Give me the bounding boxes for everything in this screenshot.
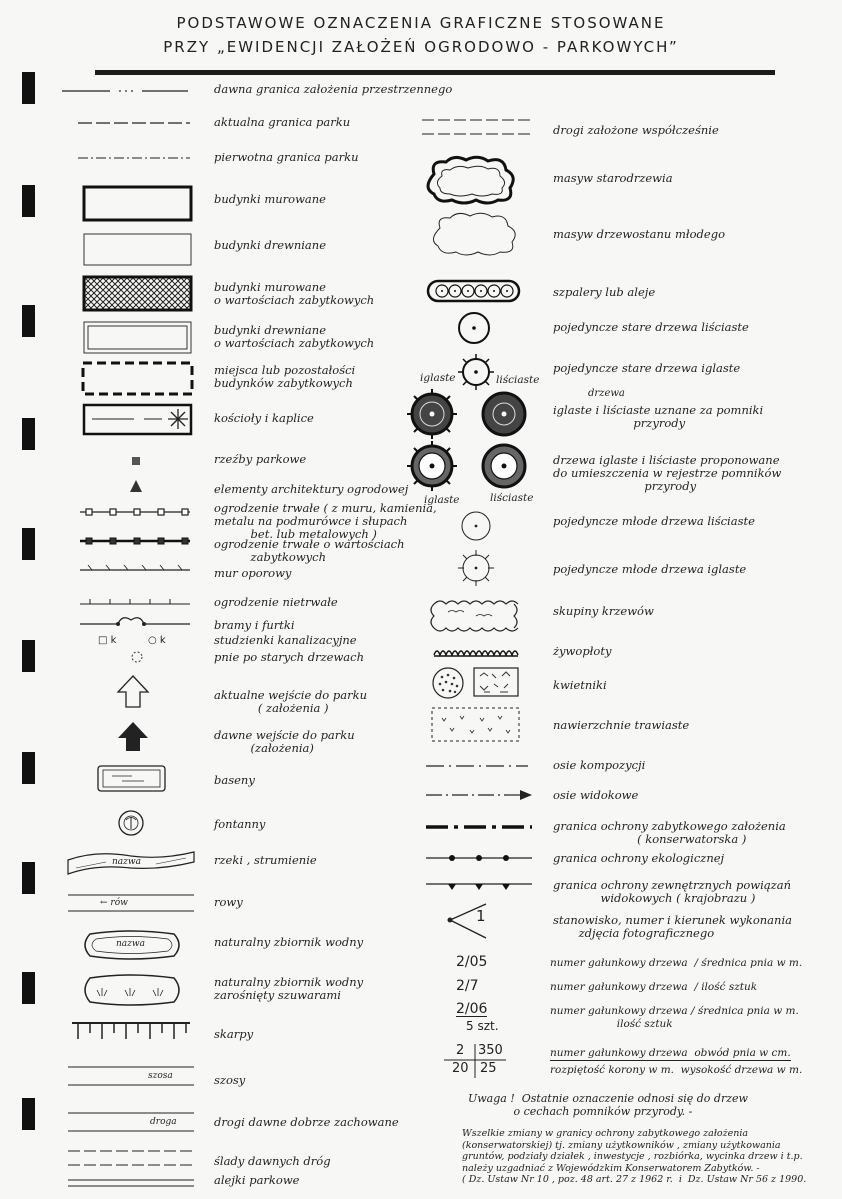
historic-permanent-fence-symbol [78, 535, 194, 547]
legend-label: osie widokowe [553, 788, 639, 802]
old-road-label: droga [150, 1117, 177, 1127]
historic-brick-building-symbol [82, 275, 194, 313]
landscape-boundary-symbol [424, 880, 534, 892]
old-road-trace-symbol [66, 1148, 196, 1168]
legend-label: naturalny zbiornik wodny [214, 935, 364, 949]
binder-hole [22, 418, 35, 450]
park-path-symbol [66, 1178, 196, 1188]
tree-number-example-2: 2/7 [456, 978, 479, 994]
legend-label: granica ochrony zewnętrznych powiązań widokowych ( krajobrazu ) [553, 878, 791, 905]
legend-label: żywopłoty [553, 644, 612, 658]
legend-label: aktualne wejście do parku ( założenia ) [214, 688, 367, 715]
embankment-symbol [70, 1020, 194, 1042]
legend-label: dawne wejście do parku (założenia) [214, 728, 355, 755]
manhole-label-2: ○ k [148, 635, 166, 646]
original-park-boundary-symbol [76, 153, 192, 163]
legend-label: nawierzchnie trawiaste [553, 718, 690, 732]
young-tree-mass-symbol [426, 210, 522, 258]
ditch-label: ← rów [100, 898, 128, 908]
highway-symbol [66, 1064, 196, 1088]
legend-label: aktualna granica parku [214, 115, 351, 129]
hedge-symbol [432, 645, 520, 659]
brick-building-symbol [82, 185, 194, 223]
binder-hole [22, 972, 35, 1004]
page-title-line-1: PODSTAWOWE OZNACZENIA GRAFICZNE STOSOWANE [176, 14, 666, 32]
highway-label: szosa [148, 1071, 173, 1081]
old-conifer-tree-symbol [456, 352, 496, 392]
page-title-line-2: PRZY „EWIDENCJI ZAŁOŻEŃ OGRODOWO - PARKOWYCH” [163, 38, 679, 56]
legend-label: pojedyncze stare drzewa iglaste [553, 361, 741, 375]
legend-label: naturalny zbiornik wodny zarośnięty szuwarami [214, 975, 364, 1002]
legend-label: mur oporowy [214, 566, 292, 580]
deciduous-bottom-label: liściaste [490, 492, 534, 504]
legend-label: kościoły i kaplice [214, 411, 314, 425]
conifer-bottom-label: iglaste [424, 494, 460, 506]
pond-name-label: nazwa [116, 939, 145, 949]
legend-label: drzewa iglaste i liściaste proponowane do umieszczenia w rejestrze pomników przyrody [553, 453, 782, 493]
flowerbed-symbol-1 [430, 666, 466, 700]
legend-label: drzewa [588, 388, 625, 399]
legend-label: fontanny [214, 817, 266, 831]
gates-symbol [78, 612, 194, 630]
legend-label: pojedyncze młode drzewa iglaste [553, 562, 747, 576]
legend-label: baseny [214, 773, 255, 787]
shrub-group-symbol [430, 598, 520, 632]
proposed-monument-conifer-symbol [406, 440, 458, 492]
flowerbed-symbol-2 [472, 666, 520, 698]
tree-number-example-4c: 20 [452, 1061, 469, 1076]
legend-label: szpalery lub aleje [553, 285, 656, 299]
legend-label: rzeźby parkowe [214, 452, 307, 466]
legend-label: rowy [214, 895, 243, 909]
monument-deciduous-tree-symbol [480, 390, 528, 438]
legend-label: kwietniki [553, 678, 607, 692]
legend-label: budynki murowane o wartościach zabytkowych [214, 280, 375, 307]
lawn-symbol [430, 706, 522, 744]
binder-hole [22, 72, 35, 104]
tree-number-example-4d: 25 [480, 1061, 497, 1076]
church-chapel-symbol [82, 403, 194, 437]
historic-building-remains-symbol [80, 360, 196, 398]
legend-label: masyw drzewostanu młodego [553, 227, 726, 241]
binder-hole [22, 1098, 35, 1130]
binder-hole [22, 528, 35, 560]
legend-label: budynki murowane [214, 192, 326, 206]
former-boundary-symbol [60, 85, 190, 97]
monument-conifer-tree-symbol [406, 388, 458, 440]
manhole-label-1: □ k [98, 635, 117, 646]
fountain-symbol [116, 808, 146, 838]
old-deciduous-tree-symbol [456, 310, 492, 346]
legend-label: osie kompozycji [553, 758, 646, 772]
conservation-boundary-symbol [424, 822, 534, 832]
legend-label: pojedyncze młode drzewa liściaste [553, 514, 755, 528]
legend-label: iglaste i liściaste uznane za pomniki przyrody [553, 403, 764, 430]
legend-label: elementy architektury ogrodowej [214, 482, 409, 496]
legend-label: masyw starodrzewia [553, 171, 673, 185]
temporary-fence-symbol [78, 596, 194, 608]
young-deciduous-tree-symbol [460, 510, 492, 542]
legend-label: alejki parkowe [214, 1173, 300, 1187]
permanent-fence-symbol [78, 506, 194, 518]
pool-symbol [96, 764, 168, 794]
title-rule [95, 70, 775, 75]
tree-number-example-3b: 5 szt. [466, 1019, 499, 1033]
tree-number-example-3a: 2/06 [456, 1001, 488, 1017]
legend-label: ogrodzenie nietrwałe [214, 595, 338, 609]
sculpture-symbol [130, 455, 142, 467]
legend-label: ślady dawnych dróg [214, 1154, 331, 1168]
binder-hole [22, 752, 35, 784]
ditch-symbol [66, 892, 196, 914]
current-entrance-icon [116, 674, 150, 710]
view-axis-symbol [424, 789, 534, 801]
legend-label: rzeki , strumienie [214, 853, 317, 867]
legend-label: skupiny krzewów [553, 604, 654, 618]
legend-label: bramy i furtki [214, 618, 295, 632]
legend-label: skarpy [214, 1027, 254, 1041]
tree-number-example-4a: 2 [456, 1043, 465, 1058]
footer-note: Wszelkie zmiany w granicy ochrony zabytkowego założenia (konserwatorskiej) tj. zmiany użytkowników , zmiany użytkowania gruntów, podziały działek , inwestycje , rozbiórka, wycinka drzew i t.p. należy uzgadniać z Wojewódzkim Konserwatorem Zabytków. - ( Dz. Ustaw Nr 10 , poz. 48 art. 27 z 1962 r. i Dz. Ustaw Nr 56 z 1990. [462, 1128, 807, 1186]
legend-label: granica ochrony ekologicznej [553, 851, 725, 865]
deciduous-top-label: liściaste [496, 374, 540, 386]
binder-hole [22, 862, 35, 894]
reed-pond-symbol [80, 972, 184, 1008]
legend-label: pojedyncze stare drzewa liściaste [553, 320, 749, 334]
tree-stump-symbol [130, 650, 144, 664]
tree-number-example-4b: 350 [478, 1043, 503, 1058]
composition-axis-symbol [424, 762, 530, 770]
modern-roads-symbol [420, 116, 532, 138]
retaining-wall-symbol [78, 562, 194, 574]
photo-number-label: 1 [476, 907, 486, 925]
proposed-monument-deciduous-symbol [480, 442, 528, 490]
binder-hole [22, 185, 35, 217]
legend-label: budynki drewniane o wartościach zabytkowych [214, 323, 375, 350]
legend-label: dawna granica założenia przestrzennego [214, 82, 453, 96]
legend-label: drogi dawne dobrze zachowane [214, 1115, 399, 1129]
legend-label: numer gałunkowy drzewa / ilość sztuk [550, 981, 758, 993]
current-park-boundary-symbol [76, 118, 192, 128]
legend-label: numer gałunkowy drzewa obwód pnia w cm. [550, 1047, 791, 1059]
legend-label: pnie po starych drzewach [214, 650, 364, 664]
river-name-label: nazwa [112, 857, 141, 867]
tree-number-example-1: 2/05 [456, 954, 488, 970]
legend-label: drogi założone współcześnie [553, 123, 719, 137]
binder-hole [22, 640, 35, 672]
conifer-top-label: iglaste [420, 372, 456, 384]
binder-hole [22, 305, 35, 337]
legend-label: granica ochrony zabytkowego założenia ( konserwatorska ) [553, 819, 786, 846]
uwaga-note: Uwaga ! Ostatnie oznaczenie odnosi się do drzew o cechach pomników przyrody. - [468, 1092, 748, 1118]
legend-label: studzienki kanalizacyjne [214, 633, 357, 647]
legend-label: numer gałunkowy drzewa / średnica pnia w m. ilość sztuk [550, 1005, 799, 1030]
legend-label: pierwotna granica parku [214, 150, 359, 164]
wooden-building-symbol [82, 232, 194, 268]
historic-wooden-building-symbol [82, 320, 194, 356]
garden-architecture-symbol [128, 478, 144, 494]
ecological-boundary-symbol [424, 853, 534, 863]
legend-label: budynki drewniane [214, 238, 326, 252]
legend-label: ogrodzenie trwałe o wartościach zabytkowych [214, 537, 405, 564]
legend-label: miejsca lub pozostałości budynków zabytkowych [214, 363, 356, 390]
former-entrance-icon [116, 720, 150, 754]
legend-label: stanowisko, numer i kierunek wykonania zdjęcia fotograficznego [553, 913, 792, 940]
old-tree-mass-symbol [420, 154, 520, 206]
legend-label: szosy [214, 1073, 246, 1087]
tree-alley-symbol [426, 278, 522, 304]
photo-position-symbol [444, 900, 494, 942]
young-conifer-tree-symbol [456, 548, 496, 588]
legend-label: rozpiętość korony w m. wysokość drzewa w m. [550, 1064, 803, 1076]
legend-label: numer gałunkowy drzewa / średnica pnia w m. [550, 957, 803, 969]
legend-label: ogrodzenie trwałe ( z muru, kamienia, metalu na podmurówce i słupach bet. lub metalowych ) [214, 501, 437, 541]
